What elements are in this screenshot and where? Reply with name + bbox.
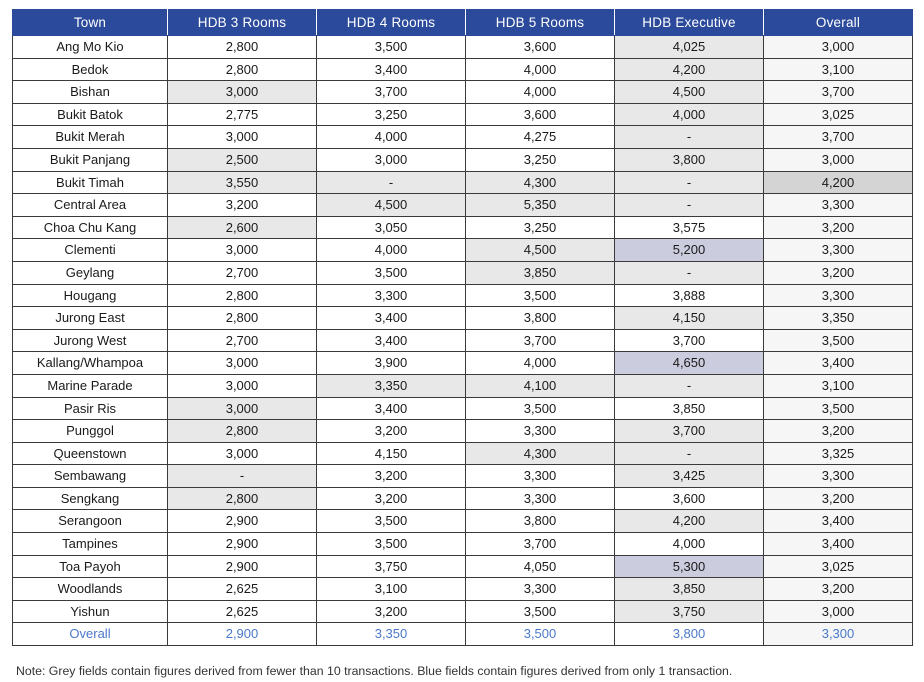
cell-value: 3,100 <box>764 58 913 81</box>
cell-value: 2,900 <box>168 623 317 646</box>
cell-town: Serangoon <box>13 510 168 533</box>
cell-value: 4,150 <box>317 442 466 465</box>
table-row <box>13 420 913 443</box>
cell-value: - <box>615 261 764 284</box>
cell-town: Ang Mo Kio <box>13 36 168 59</box>
cell-value: 3,025 <box>764 555 913 578</box>
cell-value: 4,000 <box>317 239 466 262</box>
cell-value: 4,000 <box>466 81 615 104</box>
cell-value: 3,200 <box>317 420 466 443</box>
table-row <box>13 261 913 284</box>
cell-value: 4,050 <box>466 555 615 578</box>
cell-value: 3,750 <box>317 555 466 578</box>
cell-town: Queenstown <box>13 442 168 465</box>
column-header-hdb-5-rooms: HDB 5 Rooms <box>466 10 615 36</box>
cell-value: 3,025 <box>764 103 913 126</box>
cell-value: 3,500 <box>466 623 615 646</box>
table-row <box>13 510 913 533</box>
cell-value: 4,000 <box>615 103 764 126</box>
table-total-row <box>13 623 913 646</box>
cell-value: 3,300 <box>466 487 615 510</box>
cell-value: 3,000 <box>764 600 913 623</box>
cell-value: 4,500 <box>615 81 764 104</box>
cell-value: 3,700 <box>764 81 913 104</box>
cell-value: - <box>615 374 764 397</box>
cell-value: 3,350 <box>317 623 466 646</box>
cell-value: 3,000 <box>764 36 913 59</box>
cell-value: 2,900 <box>168 533 317 556</box>
cell-value: 3,300 <box>764 239 913 262</box>
cell-value: 5,200 <box>615 239 764 262</box>
column-header-hdb-4-rooms: HDB 4 Rooms <box>317 10 466 36</box>
cell-town: Pasir Ris <box>13 397 168 420</box>
cell-value: 3,000 <box>168 239 317 262</box>
column-header-overall: Overall <box>764 10 913 36</box>
table-row <box>13 148 913 171</box>
cell-value: 2,800 <box>168 58 317 81</box>
table-row <box>13 239 913 262</box>
cell-value: 4,500 <box>466 239 615 262</box>
cell-value: 4,200 <box>615 510 764 533</box>
cell-town: Bukit Batok <box>13 103 168 126</box>
cell-value: 3,600 <box>466 36 615 59</box>
cell-value: 3,400 <box>317 307 466 330</box>
cell-value: 3,400 <box>317 329 466 352</box>
cell-value: - <box>615 442 764 465</box>
cell-value: 3,550 <box>168 171 317 194</box>
cell-value: 2,625 <box>168 578 317 601</box>
cell-value: 3,425 <box>615 465 764 488</box>
cell-value: 4,025 <box>615 36 764 59</box>
cell-value: 3,000 <box>168 442 317 465</box>
column-header-town: Town <box>13 10 168 36</box>
table-row <box>13 126 913 149</box>
cell-value: 3,200 <box>168 194 317 217</box>
cell-value: 3,500 <box>317 533 466 556</box>
cell-value: 4,300 <box>466 442 615 465</box>
cell-value: 3,400 <box>764 533 913 556</box>
cell-value: 3,500 <box>764 397 913 420</box>
cell-value: - <box>168 465 317 488</box>
cell-town: Hougang <box>13 284 168 307</box>
cell-value: 3,600 <box>615 487 764 510</box>
cell-value: 3,000 <box>764 148 913 171</box>
cell-town: Choa Chu Kang <box>13 216 168 239</box>
table-row <box>13 352 913 375</box>
cell-value: 2,775 <box>168 103 317 126</box>
cell-value: 4,000 <box>466 58 615 81</box>
cell-value: 4,000 <box>615 533 764 556</box>
cell-value: 2,800 <box>168 284 317 307</box>
cell-town: Overall <box>13 623 168 646</box>
cell-value: 3,200 <box>764 420 913 443</box>
cell-value: 3,700 <box>615 329 764 352</box>
cell-town: Clementi <box>13 239 168 262</box>
cell-value: 3,000 <box>168 81 317 104</box>
table-row <box>13 194 913 217</box>
cell-value: 2,700 <box>168 261 317 284</box>
cell-value: 3,200 <box>764 261 913 284</box>
cell-town: Marine Parade <box>13 374 168 397</box>
cell-value: 4,150 <box>615 307 764 330</box>
cell-town: Bedok <box>13 58 168 81</box>
table-body <box>13 36 913 646</box>
cell-value: 3,250 <box>466 148 615 171</box>
cell-value: 3,300 <box>764 465 913 488</box>
cell-town: Jurong West <box>13 329 168 352</box>
cell-value: 3,700 <box>317 81 466 104</box>
cell-value: 3,200 <box>317 465 466 488</box>
cell-value: 3,500 <box>317 261 466 284</box>
table-row <box>13 307 913 330</box>
cell-town: Woodlands <box>13 578 168 601</box>
cell-value: 4,275 <box>466 126 615 149</box>
table-row <box>13 171 913 194</box>
table-row <box>13 442 913 465</box>
cell-value: 3,500 <box>317 510 466 533</box>
table-row <box>13 58 913 81</box>
cell-value: 3,800 <box>466 510 615 533</box>
cell-town: Bukit Panjang <box>13 148 168 171</box>
cell-value: 4,650 <box>615 352 764 375</box>
cell-value: 3,325 <box>764 442 913 465</box>
cell-value: 3,350 <box>317 374 466 397</box>
cell-value: 3,750 <box>615 600 764 623</box>
cell-town: Bishan <box>13 81 168 104</box>
table-row <box>13 600 913 623</box>
cell-town: Tampines <box>13 533 168 556</box>
cell-value: 3,100 <box>764 374 913 397</box>
cell-value: 3,500 <box>317 36 466 59</box>
cell-value: 3,850 <box>466 261 615 284</box>
cell-value: 3,000 <box>168 374 317 397</box>
cell-value: 3,500 <box>466 397 615 420</box>
cell-value: 4,000 <box>317 126 466 149</box>
cell-value: 3,200 <box>764 216 913 239</box>
cell-value: 5,350 <box>466 194 615 217</box>
table-header <box>13 10 913 36</box>
cell-town: Bukit Timah <box>13 171 168 194</box>
table-row <box>13 216 913 239</box>
table-row <box>13 555 913 578</box>
cell-value: 3,500 <box>466 284 615 307</box>
cell-value: 3,400 <box>764 352 913 375</box>
cell-value: 3,700 <box>466 533 615 556</box>
cell-value: 5,300 <box>615 555 764 578</box>
table-row <box>13 284 913 307</box>
cell-value: 3,200 <box>764 578 913 601</box>
table-row <box>13 578 913 601</box>
cell-value: 3,400 <box>317 58 466 81</box>
cell-value: 3,300 <box>764 284 913 307</box>
cell-value: 3,350 <box>764 307 913 330</box>
cell-value: 2,700 <box>168 329 317 352</box>
cell-town: Kallang/Whampoa <box>13 352 168 375</box>
cell-value: 3,000 <box>168 126 317 149</box>
cell-value: 3,800 <box>615 148 764 171</box>
cell-value: - <box>615 126 764 149</box>
cell-value: 2,800 <box>168 36 317 59</box>
cell-town: Sembawang <box>13 465 168 488</box>
cell-value: 3,800 <box>615 623 764 646</box>
cell-value: 3,000 <box>168 352 317 375</box>
cell-value: 4,000 <box>466 352 615 375</box>
cell-value: - <box>317 171 466 194</box>
cell-value: 2,800 <box>168 307 317 330</box>
cell-value: 2,500 <box>168 148 317 171</box>
cell-value: 4,500 <box>317 194 466 217</box>
table-row <box>13 533 913 556</box>
header-row <box>13 10 913 36</box>
table-row <box>13 81 913 104</box>
cell-value: 2,625 <box>168 600 317 623</box>
table-footnote: Note: Grey fields contain figures derived from fewer than 10 transactions. Blue fields contain figures derived from only 1 transaction. <box>16 664 733 679</box>
table-row <box>13 465 913 488</box>
cell-value: 3,600 <box>466 103 615 126</box>
cell-value: 3,400 <box>317 397 466 420</box>
table-row <box>13 329 913 352</box>
cell-value: 3,300 <box>466 420 615 443</box>
table-row <box>13 374 913 397</box>
cell-value: 2,800 <box>168 420 317 443</box>
cell-value: 3,300 <box>466 465 615 488</box>
cell-value: 2,900 <box>168 555 317 578</box>
cell-town: Central Area <box>13 194 168 217</box>
cell-value: 4,100 <box>466 374 615 397</box>
cell-value: 3,300 <box>317 284 466 307</box>
cell-value: 3,200 <box>317 487 466 510</box>
cell-value: - <box>615 194 764 217</box>
cell-value: 2,800 <box>168 487 317 510</box>
table-row <box>13 103 913 126</box>
column-header-hdb-3-rooms: HDB 3 Rooms <box>168 10 317 36</box>
cell-value: 3,575 <box>615 216 764 239</box>
cell-value: 3,300 <box>466 578 615 601</box>
column-header-hdb-executive: HDB Executive <box>615 10 764 36</box>
cell-town: Bukit Merah <box>13 126 168 149</box>
cell-value: 3,500 <box>466 600 615 623</box>
cell-value: 3,200 <box>317 600 466 623</box>
cell-value: - <box>615 171 764 194</box>
cell-value: 3,300 <box>764 194 913 217</box>
median-rent-table <box>12 9 913 646</box>
cell-value: 3,250 <box>317 103 466 126</box>
cell-town: Yishun <box>13 600 168 623</box>
cell-value: 2,600 <box>168 216 317 239</box>
cell-value: 3,800 <box>466 307 615 330</box>
cell-value: 3,850 <box>615 578 764 601</box>
cell-value: 3,900 <box>317 352 466 375</box>
cell-value: 3,700 <box>466 329 615 352</box>
cell-town: Sengkang <box>13 487 168 510</box>
table-row <box>13 487 913 510</box>
cell-value: 4,200 <box>764 171 913 194</box>
cell-value: 3,500 <box>764 329 913 352</box>
cell-value: 3,850 <box>615 397 764 420</box>
cell-value: 4,300 <box>466 171 615 194</box>
cell-town: Punggol <box>13 420 168 443</box>
cell-town: Jurong East <box>13 307 168 330</box>
cell-value: 2,900 <box>168 510 317 533</box>
cell-value: 3,250 <box>466 216 615 239</box>
cell-value: 3,000 <box>317 148 466 171</box>
cell-value: 3,100 <box>317 578 466 601</box>
cell-value: 4,200 <box>615 58 764 81</box>
cell-town: Geylang <box>13 261 168 284</box>
cell-value: 3,700 <box>764 126 913 149</box>
cell-value: 3,200 <box>764 487 913 510</box>
cell-value: 3,050 <box>317 216 466 239</box>
cell-town: Toa Payoh <box>13 555 168 578</box>
cell-value: 3,700 <box>615 420 764 443</box>
cell-value: 3,000 <box>168 397 317 420</box>
cell-value: 3,888 <box>615 284 764 307</box>
cell-value: 3,400 <box>764 510 913 533</box>
table-row <box>13 36 913 59</box>
table-row <box>13 397 913 420</box>
cell-value: 3,300 <box>764 623 913 646</box>
